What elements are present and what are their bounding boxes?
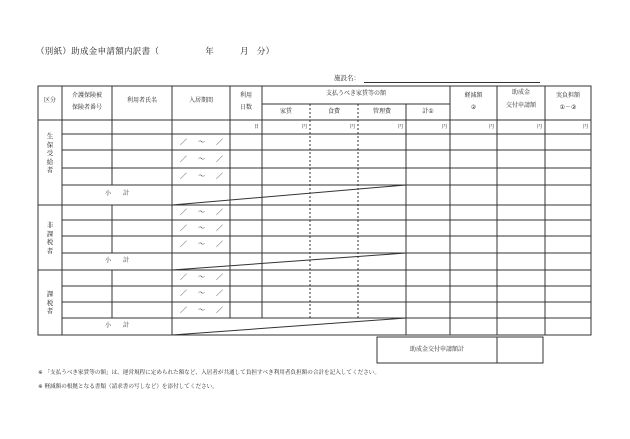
period-cell[interactable]: ／ ～ ／: [180, 224, 225, 232]
header-food: 食費: [327, 108, 340, 115]
period-cell[interactable]: ／ ～ ／: [180, 273, 225, 281]
header-actual-line1: 実負担額: [555, 92, 580, 99]
header-total: 計①: [422, 108, 434, 115]
header-care-no-line1: 介護保険被: [71, 92, 102, 99]
period-cell[interactable]: ／ ～ ／: [180, 240, 225, 248]
period-cell[interactable]: ／ ～ ／: [180, 289, 225, 297]
header-rent: 家賃: [279, 108, 292, 115]
period-cell[interactable]: ／ ～ ／: [180, 306, 225, 314]
period-cell[interactable]: ／ ～ ／: [180, 138, 225, 146]
unit-yen-food: 円: [350, 124, 356, 130]
header-days-line2: 日数: [239, 104, 252, 111]
grant-total-label: 助成金交付申請額計: [409, 346, 464, 353]
grant-total-field[interactable]: [498, 338, 542, 362]
header-grant-line1: 助成金: [511, 89, 530, 96]
note-payable: ※ 「支払うべき家賃等の額」は、運営規程に定められた額など、入居者が共通して負担すべき利用者負担額の合計を記入してください。: [38, 370, 380, 376]
subtotal-label-welfare: 小 計: [104, 190, 129, 197]
period-cell[interactable]: ／ ～ ／: [180, 172, 225, 180]
facility-label: 施設名：: [334, 74, 360, 82]
group-label-nontaxable: 非 課 税 者: [46, 221, 54, 255]
subtotal-label-taxable: 小 計: [104, 322, 129, 329]
header-mgmt: 管理費: [372, 108, 391, 115]
header-category: 区分: [43, 97, 56, 104]
header-reduction-line2: ②: [470, 104, 477, 111]
subtotal-label-nontaxable: 小 計: [104, 257, 129, 264]
unit-day: 日: [254, 124, 260, 130]
header-care-no-line2: 保険者番号: [71, 104, 102, 111]
unit-yen-grant: 円: [537, 124, 543, 130]
form-title: （別紙）助成金申請額内訳書（ 年 月 分）: [36, 47, 275, 57]
group-label-welfare: 生 保 受 給 者: [46, 132, 54, 175]
unit-yen-actual: 円: [583, 124, 589, 130]
header-user-name: 利用者氏名: [126, 97, 157, 104]
header-reduction-line1: 軽減額: [464, 92, 483, 99]
note-attachment: ※ 軽減額の根拠となる書類（請求書の写しなど）を添付してください。: [38, 384, 218, 390]
unit-yen-mgmt: 円: [398, 124, 404, 130]
unit-yen-total: 円: [442, 124, 448, 130]
header-payable: 支払うべき家賃等の額: [325, 90, 386, 97]
header-actual-line2: ①－②: [559, 104, 577, 111]
unit-yen-reduction: 円: [489, 124, 495, 130]
header-period: 入居期間: [188, 97, 213, 104]
period-cell[interactable]: ／ ～ ／: [180, 155, 225, 163]
period-cell[interactable]: ／ ～ ／: [180, 208, 225, 216]
header-grant-line2: 交付申請額: [505, 102, 536, 109]
unit-yen-rent: 円: [302, 124, 308, 130]
group-label-taxable: 課 税 者: [46, 290, 54, 316]
header-days-line1: 利用: [239, 92, 252, 99]
